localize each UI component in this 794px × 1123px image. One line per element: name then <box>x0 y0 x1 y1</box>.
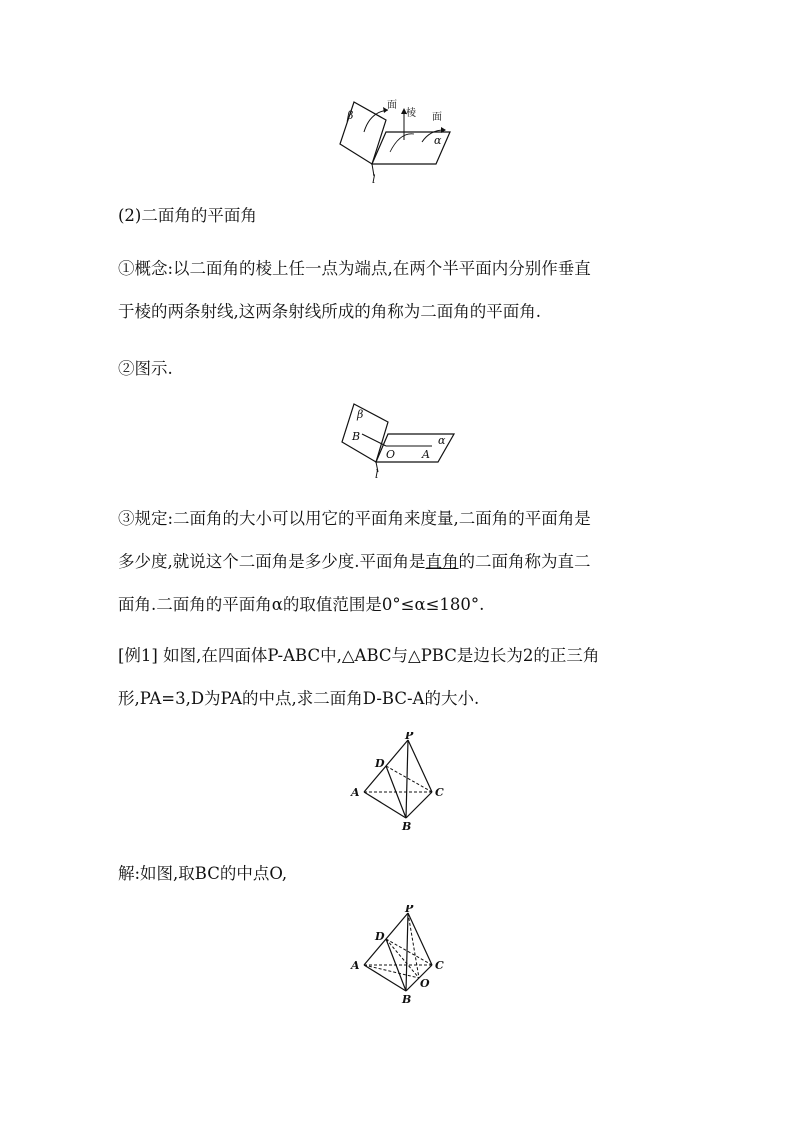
concept-line-1: ①概念:以二面角的棱上任一点为端点,在两个半平面内分别作垂直 <box>118 259 591 278</box>
vertex-a-label: A <box>351 959 360 972</box>
dihedral-angle-figure <box>330 92 460 184</box>
point-a-label: A <box>422 448 430 461</box>
rule-line-1: ③规定:二面角的大小可以用它的平面角来度量,二面角的平面角是 <box>118 509 591 528</box>
vertex-d-label: D <box>375 757 385 770</box>
concept-line-2: 于棱的两条射线,这两条射线所成的角称为二面角的平面角. <box>118 302 541 321</box>
section-heading: (2)二面角的平面角 <box>118 206 257 225</box>
rule-line-3: 面角.二面角的平面角α的取值范围是0°≤α≤180°. <box>118 595 485 614</box>
diagram-label: ②图示. <box>118 359 173 378</box>
example-line-2: 形,PA=3,D为PA的中点,求二面角D-BC-A的大小. <box>118 689 480 708</box>
point-o-label: O <box>386 448 396 461</box>
point-b-label: B <box>352 430 361 443</box>
solution-text: 解:如图,取BC的中点O, <box>118 864 288 883</box>
vertex-b-label: B <box>402 820 412 832</box>
midpoint-o-label: O <box>420 977 430 990</box>
l-label: l <box>375 468 379 478</box>
right-angle-underlined: 直角 <box>425 552 459 571</box>
vertex-d-label: D <box>375 930 385 943</box>
rule-line-2-end: 的二面角称为直二 <box>458 552 591 571</box>
face-label-1: 面 <box>387 100 397 111</box>
rule-line-2 <box>118 540 678 583</box>
tetrahedron-midpoint-figure <box>344 905 454 1005</box>
vertex-b-label: B <box>402 993 412 1005</box>
vertex-p-label: P <box>405 732 414 742</box>
alpha-label: α <box>438 434 446 447</box>
tetrahedron-figure <box>344 732 454 832</box>
concept-paragraph <box>118 247 678 333</box>
example-paragraph <box>118 634 678 720</box>
l-label: l <box>372 173 376 184</box>
vertex-c-label: C <box>435 959 444 972</box>
rule-paragraph <box>118 497 678 626</box>
edge-label: 棱 <box>406 108 416 119</box>
beta-label: β <box>357 408 364 421</box>
beta-label: β <box>347 109 354 122</box>
vertex-c-label: C <box>435 786 444 799</box>
face-label-2: 面 <box>432 112 442 123</box>
vertex-p-label: P <box>405 905 414 915</box>
plane-angle-figure <box>330 398 460 478</box>
example-line-1: [例1] 如图,在四面体P-ABC中,△ABC与△PBC是边长为2的正三角 <box>118 646 600 665</box>
alpha-label: α <box>434 134 442 147</box>
vertex-a-label: A <box>351 786 360 799</box>
rule-line-2-start: 多少度,就说这个二面角是多少度.平面角是 <box>118 552 426 571</box>
